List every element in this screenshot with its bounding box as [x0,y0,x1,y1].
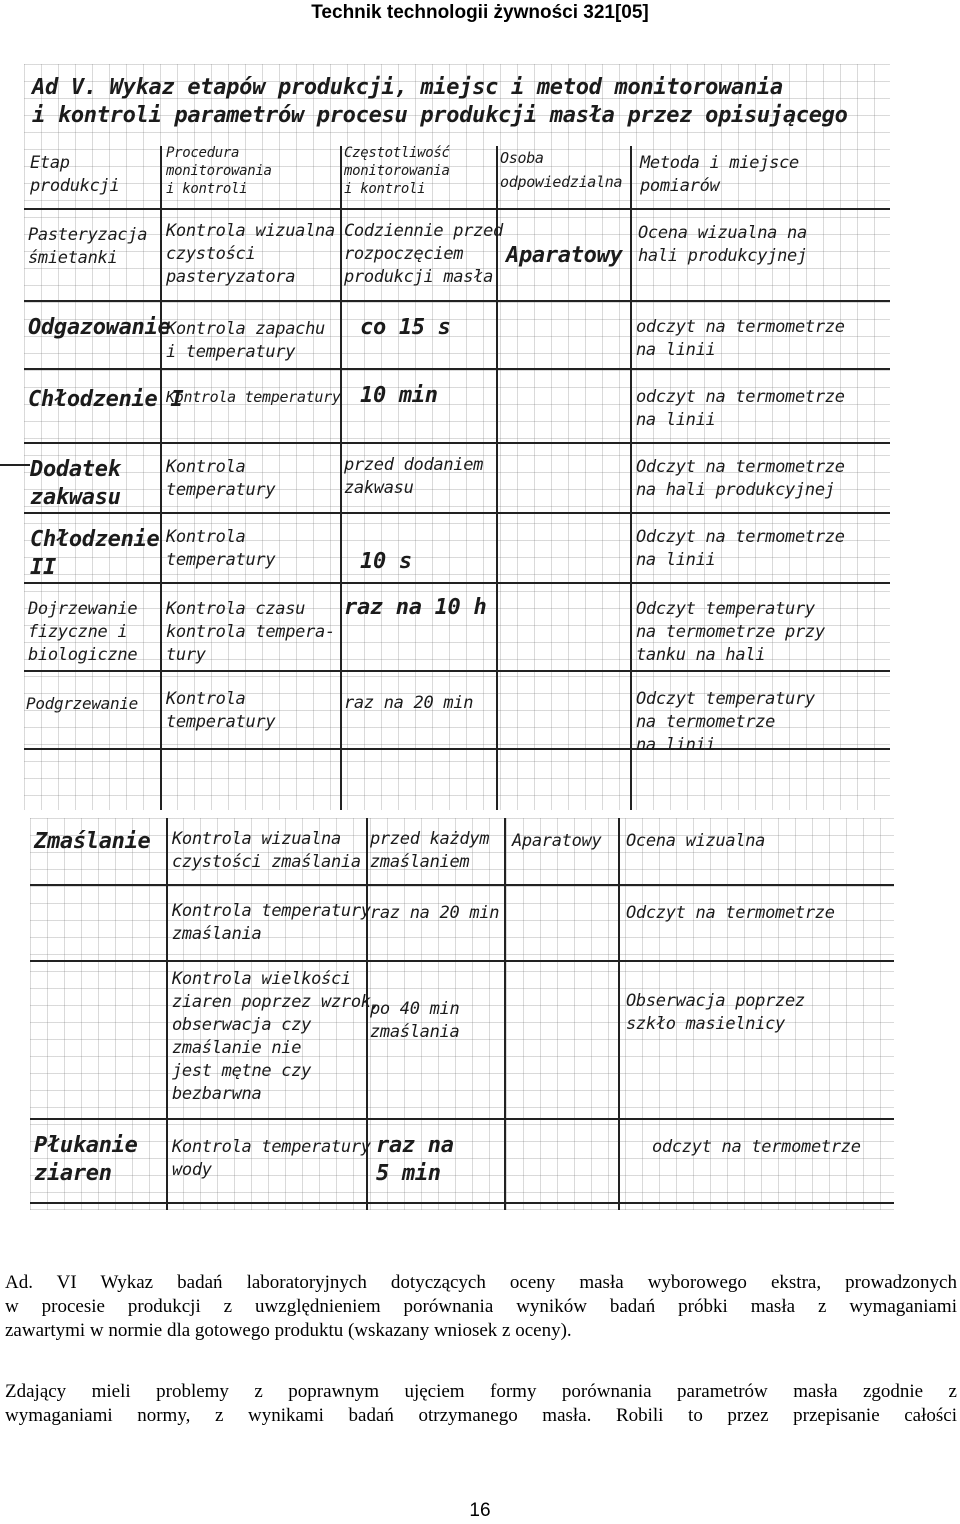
s2-row0-procedure: Kontrola wizualna czystości zmaślania [172,829,361,872]
row6-procedure: Kontrola temperatury [166,689,276,732]
section-vi-heading-paragraph [5,1271,957,1343]
row6-stage: Podgrzewanie [26,694,138,713]
header-frequency: Częstotliwość monitorowania i kontroli [344,145,450,197]
handwritten-sheet-1 [24,64,890,810]
row4-procedure: Kontrola temperatury [166,527,276,570]
margin-stub-line [0,464,30,466]
row2-stage: Chłodzenie I [28,387,184,412]
row6-frequency: raz na 20 min [344,693,474,713]
row0-person: Aparatowy [506,243,623,268]
row1-stage: Odgazowanie [28,315,171,340]
s2-row0-person: Aparatowy [512,831,602,851]
row4-stage: Chłodzenie II [30,527,160,580]
header-stage: Etap produkcji [30,153,120,196]
s2-row1-frequency: raz na 20 min [370,903,500,923]
s2-row3-frequency: raz na 5 min [376,1133,454,1186]
row3-stage: Dodatek zakwasu [30,457,121,510]
row5-stage: Dojrzewanie fizyczne i biologiczne [28,599,138,665]
row2-frequency: 10 min [360,383,438,408]
s2-row0-stage: Zmaślanie [34,829,151,854]
row5-frequency: raz na 10 h [344,595,487,620]
row1-frequency: co 15 s [360,315,451,340]
s2-row2-frequency: po 40 min zmaślania [370,999,460,1042]
row4-frequency: 10 s [360,549,412,574]
s2-row3-procedure: Kontrola temperatury wody [172,1137,371,1180]
commentary-paragraph [5,1380,957,1428]
para2-line-2: wymaganiami normy, z wynikami badań otrzymanego masła. Robili to przez przepisanie całości [5,1405,957,1426]
row6-method: Odczyt temperatury na termometrze na linii [636,689,815,755]
row1-method: odczyt na termometrze na linii [636,317,845,360]
header-person: Osoba odpowiedzialna [500,149,623,191]
s2-row2-method: Obserwacja poprzez szkło masielnicy [626,991,805,1034]
s2-row2-procedure: Kontrola wielkości ziaren poprzez wzrok, obserwacja czy zmaślanie nie jest mętne czy bezbarwna [172,969,381,1104]
row5-procedure: Kontrola czasu kontrola tempera- tury [166,599,335,665]
para1-line-2: w procesie produkcji z uwzględnieniem porównania wyników badań próbki masła z wymaganiami [5,1296,957,1317]
page-header-title: Technik technologii żywności 321[05] [311,2,649,23]
row2-method: odczyt na termometrze na linii [636,387,845,430]
s2-row0-method: Ocena wizualna [626,831,766,851]
s2-row3-method: odczyt na termometrze [652,1137,861,1157]
s2-row1-method: Odczyt na termometrze [626,903,835,923]
s2-row0-frequency: przed każdym zmaślaniem [370,829,490,872]
sheet1-title: Ad V. Wykaz etapów produkcji, miejsc i metod monitorowania i kontroli parametrów procesu produkcji masła przez opisującego [32,75,848,128]
row0-procedure: Kontrola wizualna czystości pasteryzatora [166,221,335,287]
row3-method: Odczyt na termometrze na hali produkcyjnej [636,457,845,500]
header-method: Metoda i miejsce pomiarów [640,153,799,196]
s2-row1-procedure: Kontrola temperatury zmaślania [172,901,371,944]
row1-procedure: Kontrola zapachu i temperatury [166,319,325,362]
handwritten-sheet-2 [30,818,894,1210]
s2-row3-stage: Płukanie ziaren [34,1133,138,1186]
para1-line-3: zawartymi w normie dla gotowego produktu (wskazany wniosek z oceny). [5,1320,572,1341]
row0-method: Ocena wizualna na hali produkcyjnej [638,223,807,266]
row5-method: Odczyt temperatury na termometrze przy tanku na hali [636,599,825,665]
page-number: 16 [469,1500,491,1521]
row2-procedure: Kontrola temperatury [166,388,341,406]
row3-procedure: Kontrola temperatury [166,457,276,500]
row3-frequency: przed dodaniem zakwasu [344,455,484,498]
para2-line-1: Zdający mieli problemy z poprawnym ujęciem formy porównania parametrów masła zgodnie z [5,1381,957,1402]
row0-frequency: Codziennie przed rozpoczęciem produkcji masła [344,221,503,287]
row0-stage: Pasteryzacja śmietanki [28,225,148,268]
header-procedure: Procedura monitorowania i kontroli [166,145,272,197]
row4-method: Odczyt na termometrze na linii [636,527,845,570]
para1-line-1: Ad. VI Wykaz badań laboratoryjnych dotyczących oceny masła wyborowego ekstra, prowadzonych [5,1272,957,1293]
